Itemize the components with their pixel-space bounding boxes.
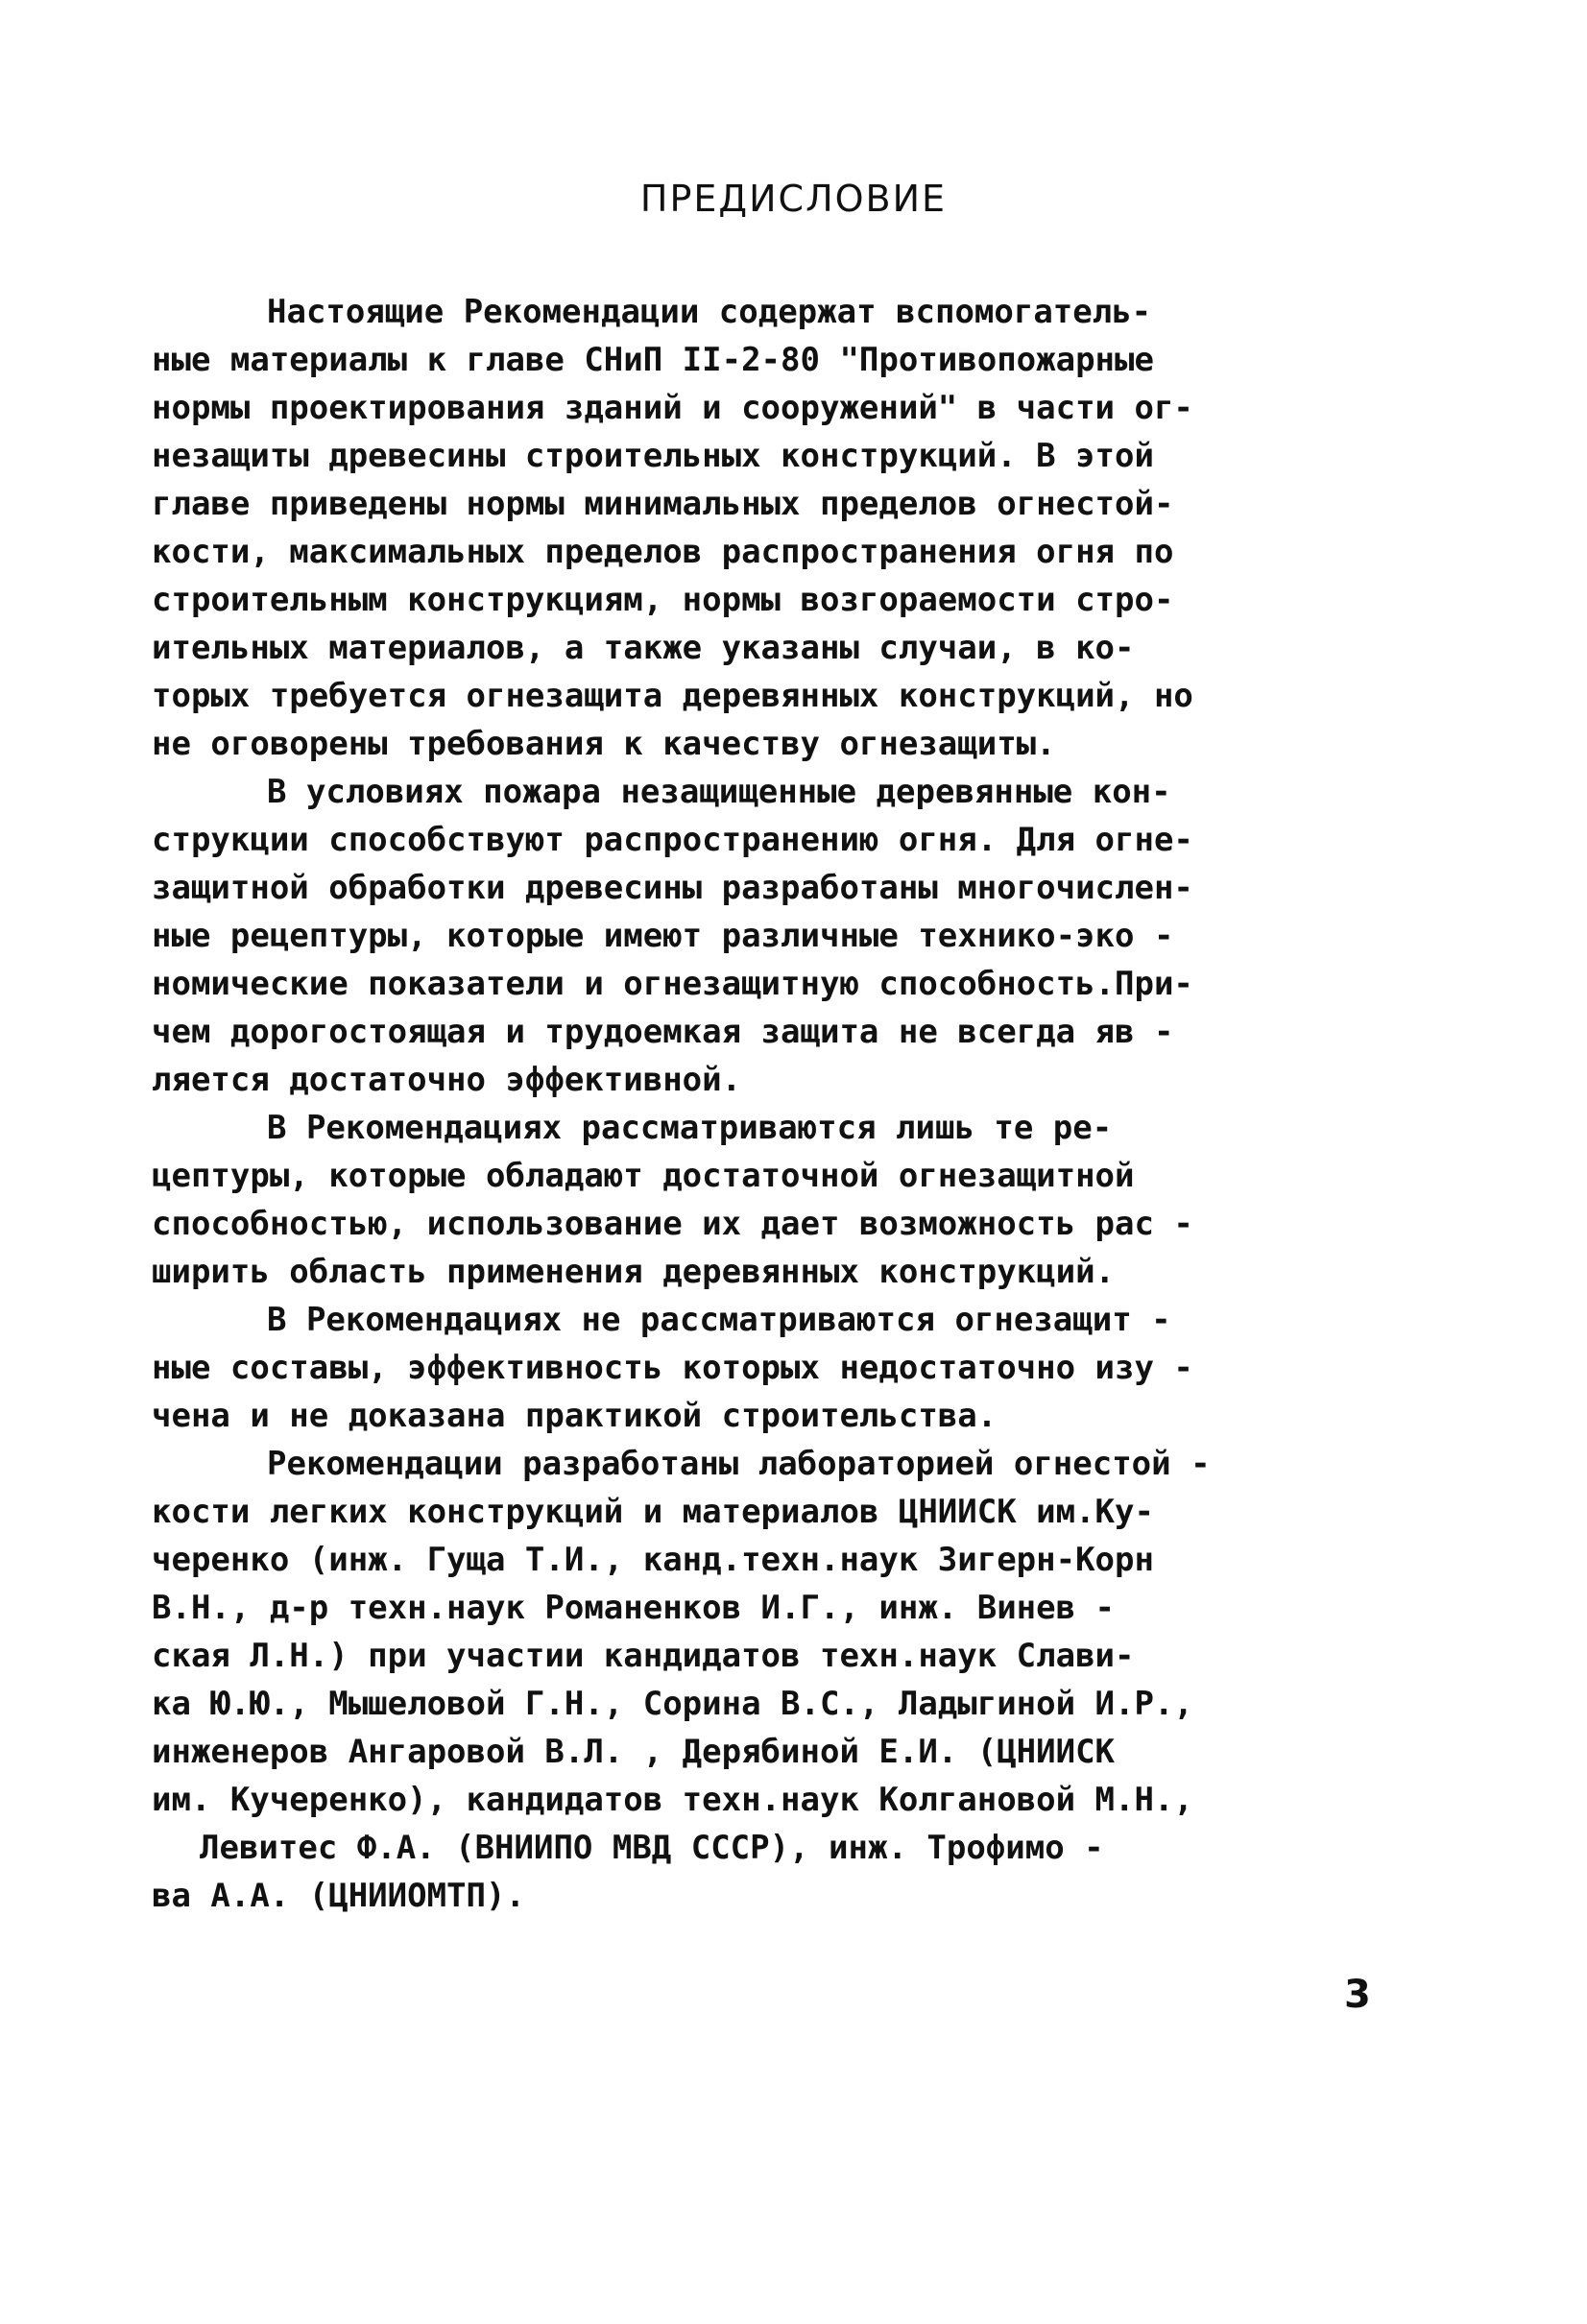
text-line: ка Ю.Ю., Мышеловой Г.Н., Сорина В.С., Ладыгиной И.Р., bbox=[152, 1685, 1193, 1723]
text-line: чем дорогостоящая и трудоемкая защита не всегда яв - bbox=[152, 1013, 1174, 1051]
text-line: незащиты древесины строительных конструкций. В этой bbox=[152, 437, 1154, 475]
text-line: струкции способствуют распространению огня. Для огне- bbox=[152, 821, 1193, 859]
page-number: 3 bbox=[1344, 1973, 1371, 2017]
text-line: ные составы, эффективность которых недостаточно изу - bbox=[152, 1349, 1193, 1387]
text-line: способностью, использование их дает возможность рас - bbox=[152, 1205, 1193, 1243]
text-line: главе приведены нормы минимальных пределов огнестой- bbox=[152, 485, 1174, 523]
text-line: В Рекомендациях рассматриваются лишь те ре- bbox=[267, 1109, 1113, 1147]
text-line: чена и не доказана практикой строительства. bbox=[152, 1397, 998, 1435]
text-line: ные материалы к главе СНиП II-2-80 "Противопожарные bbox=[152, 341, 1154, 379]
text-line: кости, максимальных пределов распространения огня по bbox=[152, 533, 1174, 571]
text-line: ва А.А. (ЦНИИОМТП). bbox=[152, 1877, 525, 1915]
text-line: Левитес Ф.А. (ВНИИПО МВД СССР), инж. Трофимо - bbox=[200, 1829, 1104, 1867]
text-line: инженеров Ангаровой В.Л. , Дерябиной Е.И. (ЦНИИСК bbox=[152, 1733, 1116, 1771]
text-line: Настоящие Рекомендации содержат вспомогатель- bbox=[267, 293, 1152, 331]
text-line: им. Кучеренко), кандидатов техн.наук Колгановой М.Н., bbox=[152, 1781, 1193, 1819]
text-line: строительным конструкциям, нормы возгораемости стро- bbox=[152, 581, 1174, 619]
text-line: кости легких конструкций и материалов ЦНИИСК им.Ку- bbox=[152, 1493, 1154, 1531]
body-text bbox=[152, 288, 1419, 1920]
text-line: защитной обработки древесины разработаны многочислен- bbox=[152, 869, 1193, 907]
text-line: черенко (инж. Гуща Т.И., канд.техн.наук Зигерн-Корн bbox=[152, 1541, 1154, 1579]
page-title: ПРЕДИСЛОВИЕ bbox=[639, 178, 948, 220]
text-line: В.Н., д-р техн.наук Романенков И.Г., инж. Винев - bbox=[152, 1589, 1116, 1627]
text-line: В условиях пожара незащищенные деревянные кон- bbox=[267, 773, 1171, 811]
text-line: ляется достаточно эффективной. bbox=[152, 1061, 742, 1099]
text-line: ская Л.Н.) при участии кандидатов техн.наук Слави- bbox=[152, 1637, 1135, 1675]
text-line: нормы проектирования зданий и сооружений" в части ог- bbox=[152, 389, 1193, 427]
text-line: цептуры, которые обладают достаточной огнезащитной bbox=[152, 1157, 1135, 1195]
text-line: номические показатели и огнезащитную способность.При- bbox=[152, 965, 1193, 1003]
text-line: не оговорены требования к качеству огнезащиты. bbox=[152, 725, 1056, 763]
text-line: В Рекомендациях не рассматриваются огнезащит - bbox=[267, 1301, 1171, 1339]
text-line: ительных материалов, а также указаны случаи, в ко- bbox=[152, 629, 1135, 667]
text-line: торых требуется огнезащита деревянных конструкций, но bbox=[152, 677, 1193, 715]
text-line: ширить область применения деревянных конструкций. bbox=[152, 1253, 1116, 1291]
text-line: Рекомендации разработаны лабораторией огнестой - bbox=[267, 1445, 1211, 1483]
text-line: ные рецептуры, которые имеют различные технико-эко - bbox=[152, 917, 1174, 955]
